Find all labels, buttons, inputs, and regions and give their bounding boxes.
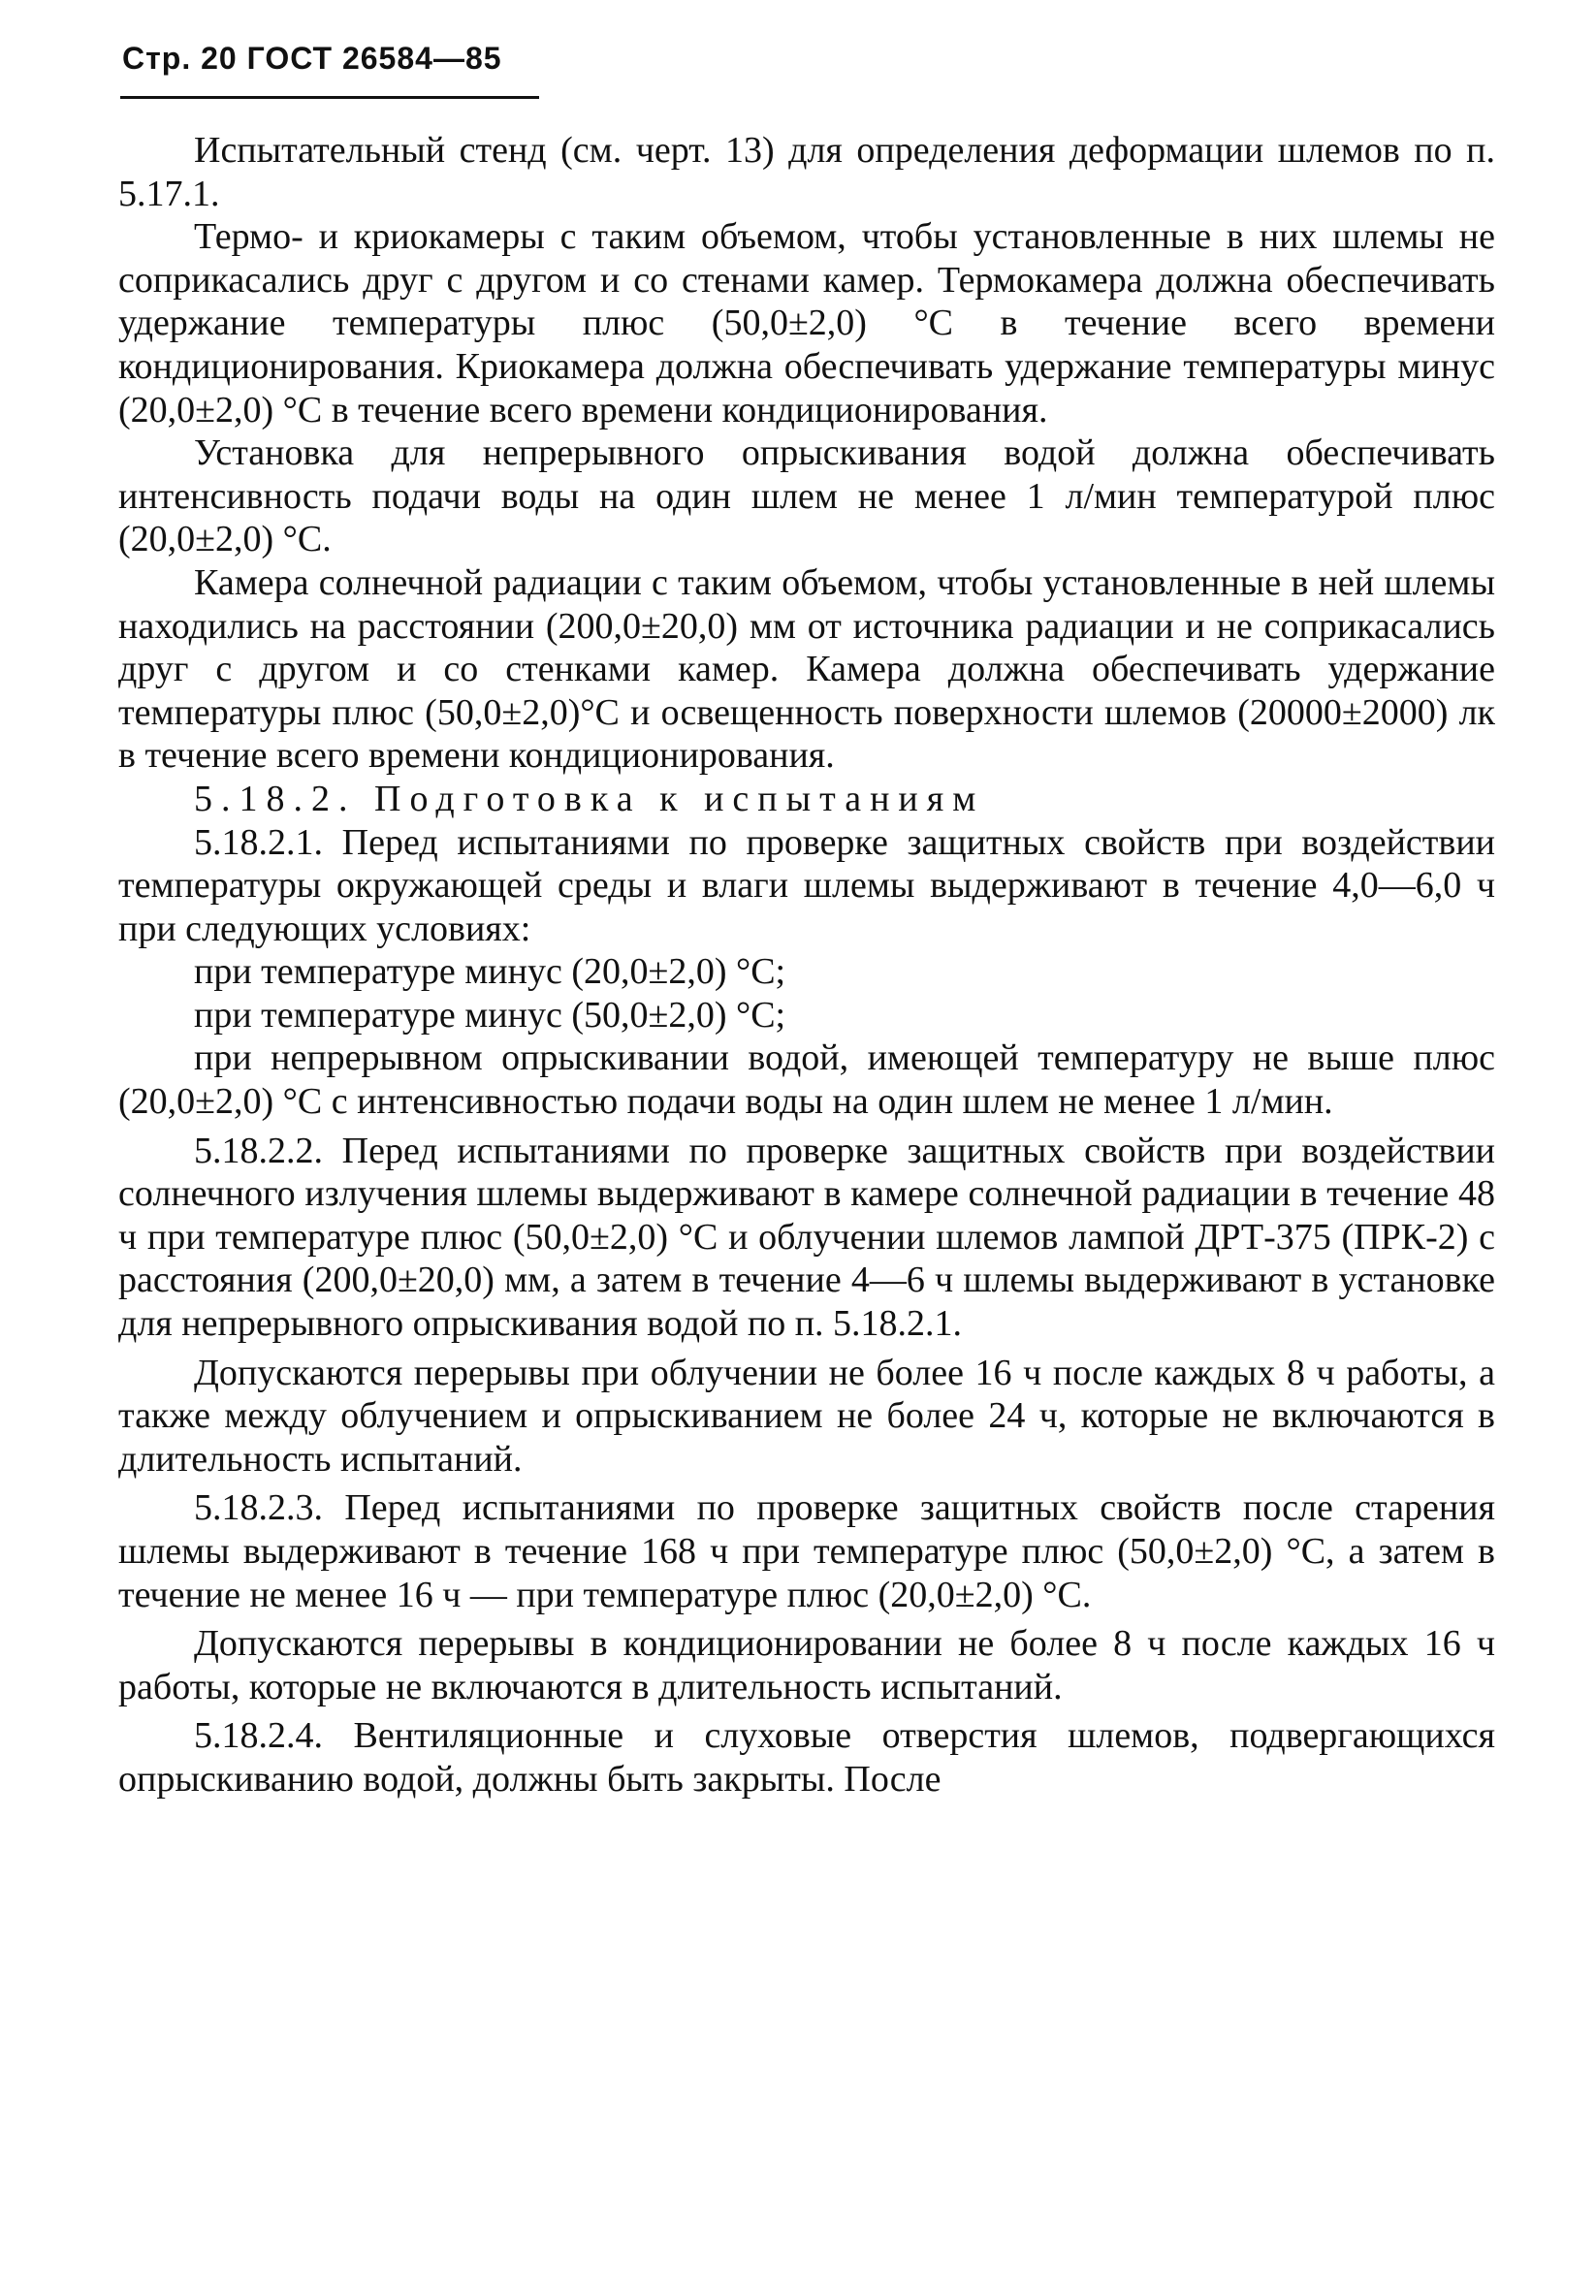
condition-water-spray: при непрерывном опрыскивании водой, имеющей температуру не выше плюс (20,0±2,0) °С с интенсивностью подачи воды на один шлем не менее 1 л/мин. xyxy=(118,1037,1495,1123)
paragraph-solar-chamber: Камера солнечной радиации с таким объемом, чтобы установленные в ней шлемы находились на расстоянии (200,0±20,0) мм от источника радиации и не соприкасались друг с другом и со стенками камер. Камера должна обеспечивать удержание температуры плюс (50,0±2,0)°С и освещенность поверхности шлемов (20000±2000) лк в течение всего времени кондиционирования. xyxy=(118,561,1495,777)
paragraph-5-18-2-4: 5.18.2.4. Вентиляционные и слуховые отверстия шлемов, подвергающихся опрыскиванию водой, должны быть закрыты. После xyxy=(118,1715,1495,1800)
paragraph-breaks-irradiation: Допускаются перерывы при облучении не более 16 ч после каждых 8 ч работы, а также между облучением и опрыскиванием не более 24 ч, которые не включаются в длительность испытаний. xyxy=(118,1352,1495,1480)
paragraph-5-18-2-2: 5.18.2.2. Перед испытаниями по проверке защитных свойств при воздействии солнечного излучения шлемы выдерживают в камере солнечной радиации в течение 48 ч при температуре плюс (50,0±2,0) °С и облучении шлемов лампой ДРТ-375 (ПРК-2) с расстояния (200,0±20,0) мм, а затем в течение 4—6 ч шлемы выдерживают в установке для непрерывного опрыскивания водой по п. 5.18.2.1. xyxy=(118,1130,1495,1345)
header-rule xyxy=(120,96,539,99)
paragraph-5-18-2-3: 5.18.2.3. Перед испытаниями по проверке защитных свойств после старения шлемы выдерживают в течение 168 ч при температуре плюс (50,0±2,0) °С, а затем в течение не менее 16 ч — при температуре плюс (20,0±2,0) °С. xyxy=(118,1487,1495,1615)
section-heading-preparation xyxy=(118,778,1495,821)
paragraph-water-spray-unit: Установка для непрерывного опрыскивания водой должна обеспечивать интенсивность подачи воды на один шлем не менее 1 л/мин температурой плюс (20,0±2,0) °С. xyxy=(118,432,1495,560)
paragraph-test-stand: Испытательный стенд (см. черт. 13) для определения деформации шлемов по п. 5.17.1. xyxy=(118,130,1495,214)
paragraph-thermo-cryo-chambers: Термо- и криокамеры с таким объемом, чтобы установленные в них шлемы не соприкасались друг с другом и со стенами камер. Термокамера должна обеспечивать удержание температуры плюс (50,0±2,0) °С в течение всего времени кондиционирования. Криокамера должна обеспечивать удержание температуры минус (20,0±2,0) °С в течение всего времени кондиционирования. xyxy=(118,216,1495,430)
condition-minus-50: при температуре минус (50,0±2,0) °С; xyxy=(194,994,786,1036)
page-header: Стр. 20 ГОСТ 26584—85 xyxy=(122,41,502,76)
document-body xyxy=(118,129,1495,1802)
section-heading-text: 5.18.2. Подготовка к испытаниям xyxy=(194,778,985,819)
condition-minus-20: при температуре минус (20,0±2,0) °С; xyxy=(194,951,786,993)
paragraph-5-18-2-1: 5.18.2.1. Перед испытаниями по проверке защитных свойств при воздействии температуры окружающей среды и влаги шлемы выдерживают в течение 4,0—6,0 ч при следующих условиях: xyxy=(118,821,1495,949)
paragraph-breaks-conditioning: Допускаются перерывы в кондиционировании не более 8 ч после каждых 16 ч работы, которые не включаются в длительность испытаний. xyxy=(118,1623,1495,1707)
